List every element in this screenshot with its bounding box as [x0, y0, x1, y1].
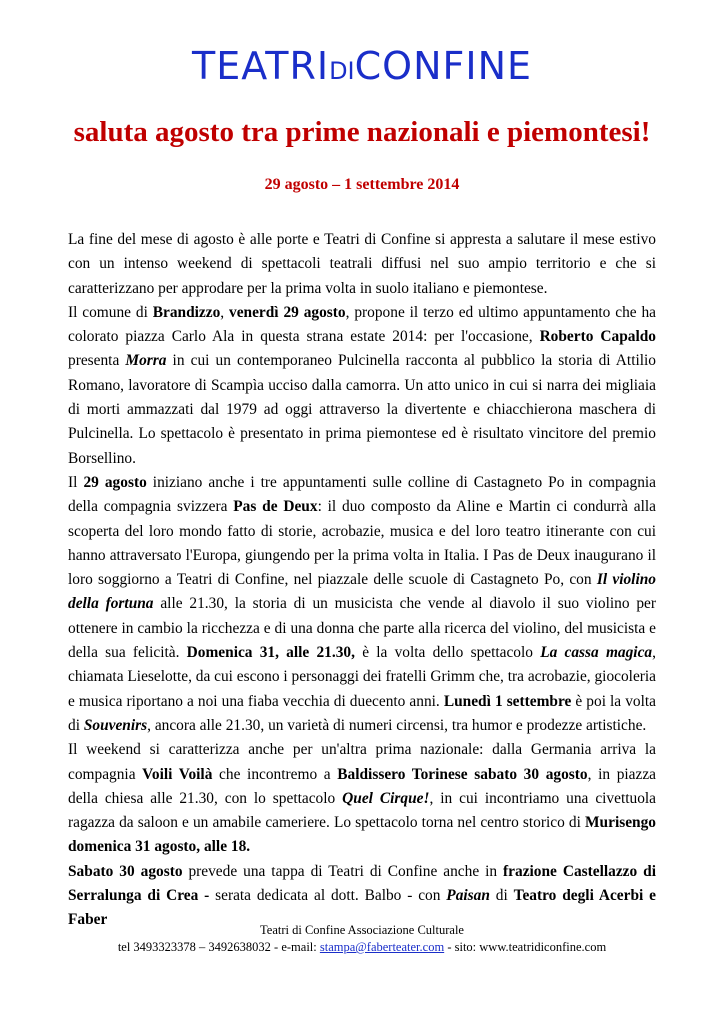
text-run: La fine del mese di agosto è alle porte e Teatri di Confine si appresta a salutare il mese estivo con un intenso weekend di spettacoli teatrali diffusi nel suo ampio territorio e che si caratterizzano per approdare per la prima volta in suolo italiano e piemontese.	[68, 231, 656, 297]
text-run: in cui un contemporaneo Pulcinella racconta al pubblico la storia di Attilio Romano, lavoratore di Scampìa ucciso dalla camorra. Un atto unico in cui si narra dei migliaia di morti ammazzati dal 1979 ad oggi attraverso la divertente e chiacchierona maschera di Pulcinella. Lo spettacolo è presentato in prima piemontese ed è risultato vincitore del premio Borsellino.	[68, 352, 657, 467]
text-run: alle 21.30, la storia di un musicista che vende al diavolo il suo violino per ottenere in cambio la ricchezza e di una donna che parte alla ricerca del violino, del musicista e della sua felicità.	[68, 595, 656, 662]
text-run: Il weekend si caratterizza anche per un'altra prima nazionale: dalla Germania arriva la compagnia	[68, 741, 656, 783]
text-run: La cassa magica	[540, 644, 653, 662]
text-run: serata dedicata al dott. Balbo - con	[209, 887, 447, 905]
text-run: Baldissero Torinese sabato 30 agosto	[337, 765, 588, 783]
logo-word-teatri: TEATRI	[191, 44, 330, 88]
text-run: venerdì 29 agosto	[229, 303, 346, 321]
footer-email-link[interactable]: stampa@faberteater.com	[319, 940, 445, 954]
press-release-body	[68, 228, 656, 933]
text-run: che incontremo a	[212, 765, 338, 783]
text-run: Domenica 31, alle 21.30,	[186, 644, 355, 662]
footer-website: - sito: www.teatridiconfine.com	[444, 940, 607, 954]
text-run: Teatro degli Acerbi e Faber	[68, 887, 656, 929]
text-run: ,	[220, 303, 229, 321]
logo-word-confine: CONFINE	[354, 44, 533, 88]
text-run: è poi la volta di	[68, 692, 656, 734]
text-run: Paisan	[446, 887, 490, 905]
text-run: di	[489, 887, 514, 905]
text-run: presenta	[68, 352, 126, 370]
text-run: Lunedì 1 settembre	[443, 692, 572, 710]
paragraph	[68, 738, 656, 859]
footer-phones: tel 3493323378 – 3492638032 - e-mail:	[117, 940, 320, 954]
text-run: Sabato 30 agosto	[68, 862, 183, 880]
text-run: Roberto Capaldo	[539, 328, 657, 346]
text-run: Brandizzo	[152, 303, 221, 321]
text-run: , ancora alle 21.30, un varietà di numeri circensi, tra humor e prodezze artistiche.	[147, 716, 647, 734]
text-run: frazione Castellazzo di Serralunga di Crea -	[68, 862, 656, 905]
paragraph	[68, 301, 656, 471]
text-run: 29 agosto	[83, 473, 147, 491]
text-run: Il	[68, 473, 84, 491]
footer	[0, 922, 724, 956]
paragraph	[68, 471, 656, 738]
logo-word-di: DI	[329, 57, 355, 85]
text-run: Souvenirs	[83, 716, 148, 734]
text-run: , in cui incontriamo una civettuola ragazza da saloon e un amabile cameriere. Lo spettacolo torna nel centro storico di	[68, 789, 656, 832]
footer-contacts	[0, 939, 724, 956]
text-run: Morra	[125, 352, 167, 370]
text-run: Murisengo domenica 31 agosto, alle 18.	[68, 814, 656, 856]
text-run: , in piazza della chiesa alle 21.30, con lo spettacolo	[68, 765, 657, 807]
text-run: Pas de Deux	[233, 498, 318, 516]
text-run: Il comune di	[68, 303, 153, 321]
text-run: , chiamata Lieselotte, da cui escono i personaggi dei fratelli Grimm che, tra acrobazie, giocoleria e musica riportano a noi una fiaba vecchia di duecento anni.	[68, 644, 657, 710]
paragraph	[68, 228, 656, 301]
footer-association: Teatri di Confine Associazione Culturale	[260, 923, 464, 937]
headline: saluta agosto tra prime nazionali e piemontesi!	[73, 116, 651, 148]
text-run: è la volta dello spettacolo	[354, 644, 541, 662]
text-run: , propone il terzo ed ultimo appuntamento che ha colorato piazza Carlo Ala in questa strana estate 2014: per l'occasione,	[68, 303, 656, 346]
text-run: iniziano anche i tre appuntamenti sulle colline di Castagneto Po in compagnia della compagnia svizzera	[68, 473, 656, 516]
text-run: Il violino della fortuna	[68, 571, 656, 613]
text-run: : il duo composto da Aline e Martin ci condurrà alla scoperta del loro mondo fatto di storie, acrobazie, musica e del loro teatro itinerante con cui hanno attraversato l'Europa, giungendo per la prima volta in Italia. I Pas de Deux inaugurano il loro soggiorno a Teatri di Confine, nel piazzale delle scuole di Castagneto Po, con	[68, 498, 656, 589]
logo	[0, 44, 724, 88]
text-run: prevede una tappa di Teatri di Confine anche in	[182, 862, 504, 880]
event-dates: 29 agosto – 1 settembre 2014	[264, 176, 460, 193]
text-run: Quel Cirque!	[342, 789, 430, 807]
text-run: Voili Voilà	[142, 765, 213, 783]
